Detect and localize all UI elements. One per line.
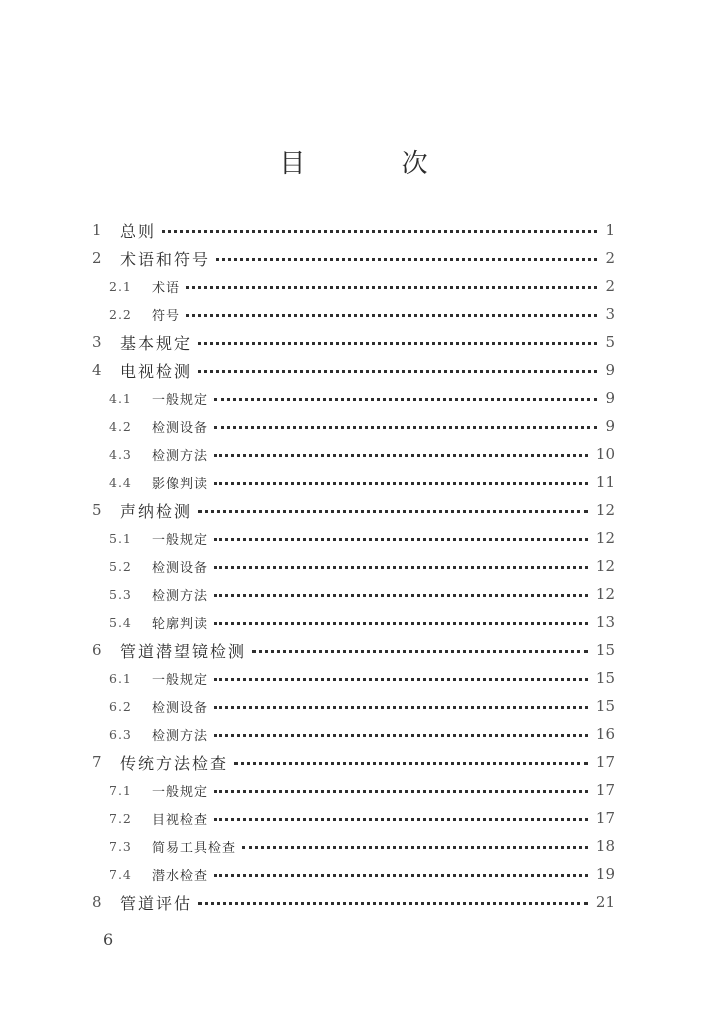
toc-dot-leader [198, 342, 597, 345]
toc-section-entry [0, 776, 707, 804]
toc-dot-leader [242, 846, 588, 849]
toc-dot-leader [198, 370, 597, 373]
toc-entry-page: 17 [595, 781, 615, 799]
toc-entry-page: 12 [595, 557, 615, 575]
toc-chapter-entry [0, 636, 707, 664]
toc-entry-page: 18 [595, 837, 615, 855]
toc-entry-number: 5.2 [109, 558, 132, 574]
toc-entry-page: 9 [605, 361, 615, 379]
toc-section-entry [0, 552, 707, 580]
toc-entry-page: 9 [605, 389, 615, 407]
toc-entry-page: 15 [595, 697, 615, 715]
toc-entry-number: 2.2 [109, 306, 132, 322]
toc-entry-number: 5.4 [109, 614, 132, 630]
toc-entry-title: 轮廓判读 [152, 616, 209, 632]
toc-dot-leader [198, 510, 588, 513]
toc-entry-title: 一般规定 [152, 784, 209, 800]
toc-dot-leader [214, 734, 588, 737]
toc-entry-number: 5.1 [109, 530, 132, 546]
toc-dot-leader [214, 790, 588, 793]
toc-entry-page: 15 [595, 669, 615, 687]
toc-dot-leader [214, 538, 588, 541]
toc-entry-page: 9 [605, 417, 615, 435]
toc-entry-number: 4.2 [109, 418, 132, 434]
toc-entry-page: 13 [595, 613, 615, 631]
toc-entry-number: 5.3 [109, 586, 132, 602]
toc-section-entry [0, 580, 707, 608]
toc-entry-page: 11 [595, 473, 615, 491]
toc-dot-leader [234, 762, 588, 765]
toc-entry-page: 10 [595, 445, 615, 463]
toc-chapter-entry [0, 328, 707, 356]
toc-entry-title: 术语 [152, 280, 181, 296]
toc-section-entry [0, 412, 707, 440]
toc-entry-page: 21 [595, 893, 615, 911]
toc-dot-leader [186, 314, 597, 317]
toc-entry-title: 管道潜望镜检测 [120, 641, 247, 661]
toc-entry-page: 2 [605, 249, 615, 267]
toc-chapter-entry [0, 496, 707, 524]
toc-dot-leader [186, 286, 597, 289]
toc-dot-leader [214, 454, 588, 457]
toc-entry-number: 4 [92, 361, 102, 379]
toc-entry-title: 简易工具检查 [152, 840, 237, 856]
toc-entry-number: 7.1 [109, 782, 132, 798]
toc-entry-number: 6.2 [109, 698, 132, 714]
toc-entry-number: 7.2 [109, 810, 132, 826]
toc-entry-title: 传统方法检查 [120, 753, 229, 773]
toc-entry-title: 检测设备 [152, 560, 209, 576]
toc-entry-number: 4.1 [109, 390, 132, 406]
toc-section-entry [0, 804, 707, 832]
toc-section-entry [0, 440, 707, 468]
toc-section-entry [0, 300, 707, 328]
toc-section-entry [0, 272, 707, 300]
toc-dot-leader [162, 230, 597, 233]
toc-entry-number: 3 [92, 333, 102, 351]
toc-entry-title: 基本规定 [120, 333, 193, 353]
toc-dot-leader [198, 902, 588, 905]
toc-entry-page: 12 [595, 529, 615, 547]
toc-entry-number: 2.1 [109, 278, 132, 294]
toc-dot-leader [252, 650, 588, 653]
page-title: 目 次 [279, 149, 472, 179]
toc-entry-page: 17 [595, 809, 615, 827]
toc-entry-title: 影像判读 [152, 476, 209, 492]
toc-entry-title: 检测设备 [152, 420, 209, 436]
toc-entry-title: 总则 [120, 221, 157, 241]
toc-entry-page: 19 [595, 865, 615, 883]
toc-entry-page: 2 [605, 277, 615, 295]
page-number: 6 [103, 930, 114, 949]
toc-entry-number: 5 [92, 501, 102, 519]
toc-chapter-entry [0, 356, 707, 384]
toc-entry-title: 目视检查 [152, 812, 209, 828]
toc-entry-page: 16 [595, 725, 615, 743]
toc-section-entry [0, 524, 707, 552]
toc-chapter-entry [0, 748, 707, 776]
toc-entry-title: 术语和符号 [120, 249, 211, 269]
toc-dot-leader [214, 818, 588, 821]
toc-entry-number: 4.4 [109, 474, 132, 490]
toc-section-entry [0, 832, 707, 860]
toc-entry-number: 6.3 [109, 726, 132, 742]
toc-entry-title: 检测方法 [152, 728, 209, 744]
toc-entry-title: 检测方法 [152, 588, 209, 604]
toc-section-entry [0, 664, 707, 692]
toc-chapter-entry [0, 216, 707, 244]
toc-entry-page: 12 [595, 501, 615, 519]
toc-dot-leader [214, 426, 597, 429]
toc-dot-leader [214, 706, 588, 709]
toc-entry-title: 管道评估 [120, 893, 193, 913]
toc-dot-leader [216, 258, 597, 261]
toc-entry-page: 15 [595, 641, 615, 659]
toc-entry-number: 4.3 [109, 446, 132, 462]
toc-entry-page: 5 [605, 333, 615, 351]
toc-entry-title: 一般规定 [152, 672, 209, 688]
toc-entry-title: 一般规定 [152, 532, 209, 548]
toc-dot-leader [214, 622, 588, 625]
toc-entry-title: 电视检测 [120, 361, 193, 381]
toc-entry-number: 7.4 [109, 866, 132, 882]
toc-dot-leader [214, 594, 588, 597]
toc-dot-leader [214, 482, 588, 485]
toc-entry-title: 一般规定 [152, 392, 209, 408]
toc-entry-page: 17 [595, 753, 615, 771]
toc-entry-title: 检测方法 [152, 448, 209, 464]
toc-entry-title: 检测设备 [152, 700, 209, 716]
toc-section-entry [0, 860, 707, 888]
toc-entry-number: 6.1 [109, 670, 132, 686]
toc-section-entry [0, 384, 707, 412]
toc-section-entry [0, 608, 707, 636]
toc-entry-page: 12 [595, 585, 615, 603]
toc-entry-number: 7 [92, 753, 102, 771]
toc-dot-leader [214, 398, 597, 401]
toc-chapter-entry [0, 244, 707, 272]
toc-entry-page: 1 [605, 221, 615, 239]
toc-entry-title: 符号 [152, 308, 181, 324]
toc-entry-number: 2 [92, 249, 102, 267]
toc-dot-leader [214, 566, 588, 569]
toc-entry-title: 潜水检查 [152, 868, 209, 884]
toc-dot-leader [214, 678, 588, 681]
toc-entry-number: 1 [92, 221, 102, 239]
toc-section-entry [0, 692, 707, 720]
toc-entry-title: 声纳检测 [120, 501, 193, 521]
toc-entry-page: 3 [605, 305, 615, 323]
toc-dot-leader [214, 874, 588, 877]
toc-entry-number: 8 [92, 893, 102, 911]
toc-chapter-entry [0, 888, 707, 916]
toc-section-entry [0, 468, 707, 496]
toc-entry-number: 7.3 [109, 838, 132, 854]
toc-entry-number: 6 [92, 641, 102, 659]
toc-section-entry [0, 720, 707, 748]
